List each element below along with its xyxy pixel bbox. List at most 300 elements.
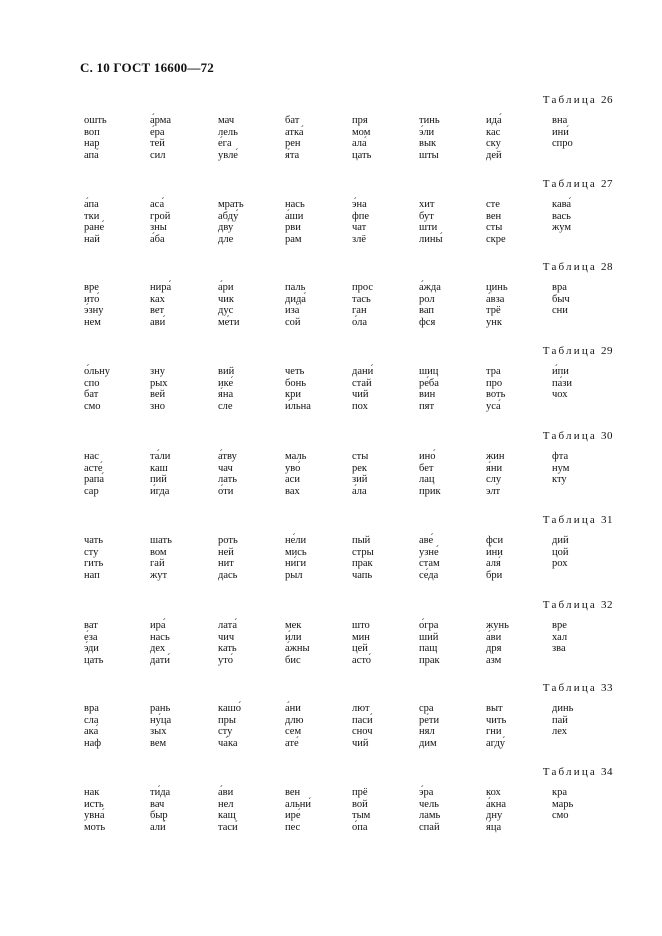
syllable: лать (218, 474, 238, 486)
syllable: тра (486, 366, 501, 377)
syllable-column (352, 535, 374, 581)
syllable: па́зи (552, 377, 573, 389)
syllable: фпе (352, 210, 370, 222)
syllable: я́ни (486, 462, 503, 474)
table-number: 33 (601, 682, 613, 694)
table-label: Таблица (542, 94, 597, 106)
syllable: ску (486, 138, 501, 150)
syllable: мрать (218, 199, 244, 210)
syllable: унк (486, 316, 502, 328)
syllable-column (352, 703, 373, 749)
syllable-column (285, 620, 310, 666)
syllable: вась (552, 210, 571, 222)
syllable-column (552, 282, 570, 317)
syllable: ти́да (150, 787, 171, 798)
syllable-column (352, 199, 369, 245)
syllable: сноч (352, 726, 373, 738)
syllable: быч (552, 293, 570, 305)
table-title (543, 345, 613, 357)
syllable: фси (486, 535, 504, 546)
syllable-column (486, 787, 506, 833)
syllable: рых (150, 377, 168, 389)
syllable: агду́ (486, 737, 506, 749)
syllable: про (486, 377, 503, 389)
syllable: дани́ (352, 366, 374, 377)
syllable: вет (150, 305, 165, 317)
syllable: и́льна (285, 400, 311, 412)
syllable: динь (552, 703, 574, 714)
syllable: е́га (218, 138, 232, 150)
syllable: рви (285, 222, 301, 234)
syllable-column (419, 620, 440, 666)
syllable: кащ (218, 810, 236, 822)
syllable: ре́ти (419, 714, 440, 726)
syllable: нем (84, 316, 101, 328)
syllable: рань (150, 703, 171, 714)
syllable: роть (218, 535, 238, 546)
table-number: 32 (601, 599, 613, 611)
syllable: жин (486, 451, 505, 462)
syllable: кашо́ (218, 703, 241, 714)
syllable-column (150, 451, 170, 497)
syllable: чач (218, 462, 233, 474)
syllable: пий (150, 474, 167, 486)
syllable: асто́ (352, 654, 372, 666)
syllable: кава́ (552, 199, 572, 210)
syllable: пес (285, 821, 301, 833)
syllable: фся (419, 316, 436, 328)
syllable: нак (84, 787, 100, 798)
syllable: зну (150, 366, 166, 377)
syllable-column (150, 703, 171, 749)
syllable: ган (352, 305, 367, 317)
syllable-column (84, 115, 107, 161)
syllable: дась (218, 569, 238, 581)
table-number: 31 (601, 514, 613, 526)
syllable: ави́ (150, 316, 166, 328)
syllable: дву (218, 222, 234, 234)
syllable: атка́ (285, 126, 304, 138)
syllable: сой (285, 316, 301, 328)
syllable: сты (486, 222, 503, 234)
syllable: кту (552, 474, 567, 486)
syllable: и́гда (150, 485, 170, 497)
syllable: сту (84, 546, 99, 558)
syllable: шты (419, 149, 439, 161)
syllable: прё (352, 787, 368, 798)
syllable: рыл (285, 569, 303, 581)
syllable-column (218, 115, 238, 161)
syllable: ни́ги (285, 558, 307, 570)
syllable-column (285, 451, 306, 497)
table-label: Таблица (542, 430, 597, 442)
syllable: тинь (419, 115, 440, 126)
syllable: э́ли (419, 126, 435, 138)
syllable: пры (218, 714, 236, 726)
syllable: асте́ (84, 462, 103, 474)
syllable: бис (285, 654, 301, 666)
syllable: вре (552, 620, 567, 631)
table-title (543, 430, 613, 442)
syllable-column (352, 366, 373, 412)
syllable: сил (150, 149, 166, 161)
syllable: дида́ (285, 293, 306, 305)
table-number: 30 (601, 430, 613, 442)
syllable: тась (352, 293, 371, 305)
syllable: чох (552, 389, 568, 401)
syllable: о́па (352, 821, 368, 833)
syllable: мом (352, 126, 371, 138)
syllable: элт (486, 485, 501, 497)
syllable: нась (150, 631, 170, 643)
syllable: паль (285, 282, 306, 293)
syllable: смо (84, 400, 101, 412)
syllable: прак (419, 654, 440, 666)
syllable: ошть (84, 115, 107, 126)
syllable: мач (218, 115, 235, 126)
syllable: вна (552, 115, 568, 126)
syllable: пох (352, 400, 368, 412)
syllable: шать (150, 535, 172, 546)
syllable-column (150, 282, 171, 328)
syllable: чич (218, 631, 235, 643)
syllable: тым (352, 810, 371, 822)
syllable: и́ни (486, 546, 503, 558)
syllable: цей (352, 643, 368, 655)
syllable: фта (552, 451, 569, 462)
syllable: чель (419, 798, 439, 810)
syllable: стай (352, 377, 372, 389)
syllable-column (84, 282, 104, 328)
syllable: увле́ (218, 149, 238, 161)
syllable: цать (352, 149, 372, 161)
syllable: дле (218, 233, 234, 245)
syllable-column (552, 787, 573, 822)
syllable: выт (486, 703, 503, 714)
syllable: а́ни (285, 703, 301, 714)
syllable-column (218, 366, 234, 412)
syllable: ака́ (84, 726, 99, 738)
syllable: мин (352, 631, 370, 643)
syllable-column (84, 451, 104, 497)
syllable: э́на (352, 199, 367, 210)
syllable: а́ви (218, 787, 234, 798)
syllable-column (218, 199, 244, 245)
syllable: быр (150, 810, 168, 822)
syllable-column (285, 282, 306, 328)
syllable: най (84, 233, 100, 245)
table-title (543, 94, 613, 106)
table-label: Таблица (542, 766, 597, 778)
syllable: тки (84, 210, 100, 222)
syllable: ках (150, 293, 165, 305)
syllable: я́ца (486, 821, 502, 833)
syllable-column (419, 451, 441, 497)
syllable: рам (285, 233, 302, 245)
syllable: чапь (352, 569, 373, 581)
syllable: апа́ (84, 149, 99, 161)
syllable-column (84, 703, 101, 749)
syllable: бут (419, 210, 434, 222)
syllable: аси (285, 474, 300, 486)
syllable: цой (552, 546, 569, 558)
table-label: Таблица (542, 599, 597, 611)
syllable: а́жны (285, 643, 310, 655)
syllable-column (419, 115, 440, 161)
syllable: сты (352, 451, 369, 462)
syllable: вем (150, 737, 167, 749)
syllable: аса́ (150, 199, 165, 210)
table-title (543, 599, 613, 611)
syllable: вен (486, 210, 502, 222)
syllable: прик (419, 485, 441, 497)
syllable: тей (150, 138, 165, 150)
syllable: увна́ (84, 810, 105, 822)
syllable: нира́ (150, 282, 172, 293)
syllable: кать (218, 643, 237, 655)
syllable: лины́ (419, 233, 443, 245)
syllable-column (486, 282, 508, 328)
syllable: о́ла (352, 316, 368, 328)
syllable-column (218, 703, 241, 749)
syllable: сла (84, 714, 99, 726)
syllable-column (150, 787, 170, 833)
syllable: смо (552, 810, 569, 822)
syllable: рен (285, 138, 301, 150)
syllable: ира́ (150, 620, 166, 631)
syllable: нар (84, 138, 100, 150)
syllable: э́ди (84, 643, 99, 655)
syllable: ино́ (419, 451, 436, 462)
syllable: чат (352, 222, 367, 234)
page-header: С. 10 ГОСТ 16600—72 (80, 60, 214, 75)
syllable: дну (486, 810, 503, 822)
syllable: шти (419, 222, 438, 234)
syllable: ламь (419, 810, 441, 822)
syllable: рек (352, 462, 368, 474)
syllable-column (419, 282, 441, 328)
syllable: чить (486, 714, 507, 726)
syllable: воть (486, 389, 506, 401)
syllable: лех (552, 726, 568, 738)
syllable: рол (419, 293, 435, 305)
syllable-column (352, 620, 371, 666)
syllable-column (552, 535, 569, 570)
syllable-column (285, 703, 303, 749)
syllable-column (218, 282, 240, 328)
syllable: уво́ (285, 462, 301, 474)
syllable: жунь (486, 620, 509, 631)
syllable: маль (285, 451, 307, 462)
syllable-column (486, 620, 509, 666)
syllable: марь (552, 798, 574, 810)
syllable-column (218, 535, 238, 581)
syllable: сте (486, 199, 500, 210)
syllable: узне́ (419, 546, 439, 558)
syllable-column (218, 451, 237, 497)
syllable: ини́ (552, 126, 569, 138)
syllable: альни́ (285, 798, 312, 810)
syllable-column (419, 703, 439, 749)
syllable: ике́ (218, 377, 234, 389)
syllable: ча́ка (218, 737, 238, 749)
table-label: Таблица (542, 345, 597, 357)
syllable: таси́ (218, 821, 238, 833)
syllable-column (419, 787, 440, 833)
syllable: пят (419, 400, 435, 412)
syllable-column (84, 366, 110, 412)
syllable: э́зну (84, 305, 104, 317)
syllable-column (285, 115, 304, 161)
syllable: лата́ (218, 620, 238, 631)
syllable-column (285, 535, 307, 581)
syllable: э́ра (419, 787, 434, 798)
syllable: о́льну (84, 366, 111, 377)
syllable: вра (552, 282, 567, 293)
syllable-column (486, 451, 505, 497)
syllable: дий (552, 535, 569, 546)
syllable: вап (419, 305, 434, 317)
table-number: 34 (601, 766, 613, 778)
syllable-column (352, 787, 370, 833)
table-title (543, 766, 613, 778)
syllable-column (218, 787, 238, 833)
syllable: цать (84, 654, 104, 666)
syllable: вре (84, 282, 99, 293)
syllable: четь (285, 366, 305, 377)
syllable: грой (150, 210, 171, 222)
table-number: 26 (601, 94, 613, 106)
syllable: а́жда (419, 282, 441, 293)
syllable: каш (150, 462, 168, 474)
syllable: бат (285, 115, 300, 126)
syllable: чик (218, 293, 235, 305)
syllable: скре (486, 233, 506, 245)
syllable: хит (419, 199, 435, 210)
syllable: вах (285, 485, 300, 497)
syllable: и́пи (552, 366, 569, 377)
syllable: а́ба (150, 233, 165, 245)
syllable: а́рма (150, 115, 171, 126)
syllable: нап (84, 569, 100, 581)
syllable: я́та (285, 149, 300, 161)
syllable: исть (84, 798, 104, 810)
syllable-column (84, 787, 105, 833)
syllable: дус (218, 305, 234, 317)
syllable: слу (486, 474, 502, 486)
syllable-column (84, 620, 103, 666)
syllable-column (150, 115, 171, 161)
syllable: ну́ца (150, 714, 172, 726)
syllable: трё (486, 305, 501, 317)
syllable: а́ри (218, 282, 234, 293)
syllable: нит (218, 558, 234, 570)
syllable: кри (285, 389, 301, 401)
table-title (543, 261, 613, 273)
syllable: зны (150, 222, 167, 234)
syllable: иза́ (285, 305, 300, 317)
table-number: 27 (601, 178, 613, 190)
syllable-column (150, 620, 170, 666)
syllable: дати́ (150, 654, 170, 666)
syllable: а́кна (486, 798, 507, 810)
syllable: пря (352, 115, 368, 126)
syllable: наф (84, 737, 102, 749)
syllable: а́тву (218, 451, 237, 462)
syllable: вом (150, 546, 167, 558)
syllable: нас (84, 451, 99, 462)
syllable-column (150, 199, 170, 245)
syllable: аве́ (419, 535, 434, 546)
syllable: мись (285, 546, 307, 558)
syllable: я́на (218, 389, 234, 401)
syllable: кох (486, 787, 501, 798)
syllable: моть (84, 821, 106, 833)
syllable: злё (352, 233, 367, 245)
syllable: дим (419, 737, 437, 749)
syllable: азм (486, 654, 502, 666)
syllable-column (552, 451, 569, 486)
syllable-column (552, 199, 571, 234)
syllable: а́вза (486, 293, 505, 305)
syllable: пай (552, 714, 568, 726)
syllable: ала́ (352, 138, 367, 150)
syllable: сту (218, 726, 233, 738)
table-label: Таблица (542, 682, 597, 694)
syllable: чий (352, 737, 369, 749)
syllable: ране́ (84, 222, 105, 234)
syllable: вой (352, 798, 368, 810)
syllable: што (352, 620, 370, 631)
syllable-column (352, 282, 373, 328)
syllable: вий (218, 366, 235, 377)
table-label: Таблица (542, 514, 597, 526)
syllable-column (352, 115, 371, 161)
table-number: 28 (601, 261, 613, 273)
syllable: бри (486, 569, 503, 581)
syllable: о́ти (218, 485, 234, 497)
syllable-column (285, 787, 311, 833)
syllable: стам (419, 558, 440, 570)
syllable: лель (218, 126, 238, 138)
syllable-column (552, 115, 573, 150)
syllable: спро (552, 138, 573, 150)
syllable: дей (486, 149, 502, 161)
syllable: ито́ (84, 293, 100, 305)
syllable: вра (84, 703, 99, 714)
syllable: вен (285, 787, 301, 798)
syllable: зых (150, 726, 167, 738)
syllable-column (552, 366, 572, 401)
syllable: сра (419, 703, 434, 714)
syllable: кра (552, 787, 568, 798)
syllable: сни (552, 305, 568, 317)
syllable: али́ (150, 821, 166, 833)
syllable: паси́ (352, 714, 373, 726)
syllable-column (552, 620, 567, 655)
syllable: спай (419, 821, 440, 833)
syllable: се́да (419, 569, 439, 581)
syllable: жут (150, 569, 168, 581)
syllable: рох (552, 558, 568, 570)
syllable-column (419, 535, 440, 581)
syllable: кас (486, 126, 501, 138)
syllable: ней (218, 546, 234, 558)
syllable-column (285, 199, 305, 245)
syllable-column (150, 535, 172, 581)
syllable: сар (84, 485, 99, 497)
syllable: прак (352, 558, 373, 570)
